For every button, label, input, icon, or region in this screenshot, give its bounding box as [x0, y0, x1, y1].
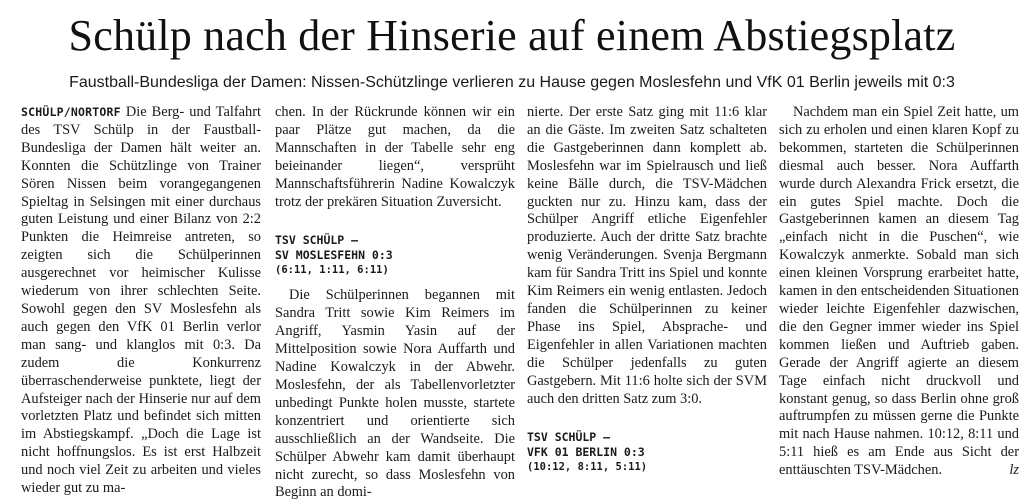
result-box-heading [275, 233, 515, 263]
result-box-sets: (6:11, 1:11, 6:11) [275, 264, 389, 277]
article-column-2 [275, 104, 515, 502]
result-box-line: TSV SCHÜLP – [527, 430, 611, 445]
article-column-4 [779, 104, 1019, 480]
result-box-heading [527, 430, 767, 460]
paragraph [779, 104, 1019, 480]
subheadline: Faustball-Bundesliga der Damen: Nissen-Schützlinge verlieren zu Hause gegen Moslesfehn und VfK 01 Berlin jeweils mit 0:3 [69, 74, 955, 91]
body-text: Die Berg- und Talfahrt des TSV Schülp in der Faustball-Bundesliga der Damen hält weiter an. Konnten die Schützlinge von Trainer Sören Nissen beim vorangegangenen Spieltag in Selsingen mit einer durchaus guten Leistung und einer Bilanz von 2:2 Punkten die Heimreise antreten, so zeigten sich die Schülperinnen ausgerechnet vor heimischer Kulisse wiederum von ihrer schlechten Seite. Sowohl gegen den SV Moslesfehn als auch gegen den VfK 01 Berlin verlor man sang- und klanglos mit 0:3. Da zudem die Konkurrenz überraschenderweise punktete, liegt der Aufsteiger nach der Hinserie nur auf dem vorletzten Platz und befindet sich mitten im Abstiegskampf. „Doch die Lage ist nicht hoffnungslos. Es ist erst Halbzeit und noch viel Zeit zu arbeiten und vieles wieder gut zu ma- [21, 104, 261, 497]
headline: Schülp nach der Hinserie auf einem Abstiegsplatz [68, 11, 956, 60]
author-signature: lz [1009, 462, 1019, 479]
paragraph: chen. In der Rückrunde können wir ein paar Plätze gut machen, da die Mannschaften in der Tabelle sehr eng beieinander liegen“, versprüht Mannschaftsführerin Nadine Kowalczyk trotz der prekären Situation Zuversicht. [275, 104, 515, 210]
body-text: Nachdem man ein Spiel Zeit hatte, um sich zu erholen und einen klaren Kopf zu bekommen, starteten die Schülperinnen diesmal auch besser. Nora Auffarth wurde durch Alexandra Frick ersetzt, die ein gutes Spiel machte. Doch die Gastgeberinnen kamen an diesem Tag „einfach nicht in die Puschen“, wie Kowalczyk anmerkte. Sobald man sich einen kleinen Vorsprung erarbeitet hatte, kamen in den entscheidenden Situationen wieder leichte Eigenfehler dazwischen, die den Gegner immer wieder ins Spiel kommen ließen und Auftrieb gaben. Gerade der Angriff agierte an diesem Tage einfach nicht druckvoll und konstant genug, so dass Berlin ohne groß auftrumpfen zu müssen gerne die Punkte mit nach Hause nahmen. 10:12, 8:11 und 5:11 hieß es am Ende aus Sicht der enttäuschten TSV-Mädchen. [779, 104, 1019, 479]
paragraph: nierte. Der erste Satz ging mit 11:6 klar an die Gäste. Im zweiten Satz schalteten die Gastgeberinnen dann komplett ab. Moslesfehn war im Spielrausch und ließ keine Bälle durch, die TSV-Mädchen guckten nur zu. Hinzu kam, dass der Schülper Angriff etliche Eigenfehler produzierte. Auch der dritte Satz brachte wenig Veränderungen. Svenja Bergmann kam für Sandra Tritt ins Spiel und konnte Kim Reimers ein wenig entlasten. Jedoch fanden die Schülperinnen zu keiner Phase ins Spiel, Absprache- und Eigenfehler in allen Variationen machten die Schülper jedenfalls zu guten Gastgebern. Mit 11:6 holte sich der SVM auch den dritten Satz zum 3:0. [527, 104, 767, 407]
dateline: SCHÜLP/NORTORF [21, 105, 121, 119]
result-box-line: SV MOSLESFEHN 0:3 [275, 248, 393, 263]
result-box-sets: (10:12, 8:11, 5:11) [527, 461, 648, 474]
result-box-line: VFK 01 BERLIN 0:3 [527, 445, 645, 460]
paragraph [21, 104, 261, 498]
article-column-1 [21, 104, 261, 498]
result-box-line: TSV SCHÜLP – [275, 233, 359, 248]
paragraph: Die Schülperinnen begannen mit Sandra Tritt sowie Kim Reimers im Angriff, Yasmin Yasin auf der Mittelposition sowie Nora Auffarth und Nadine Kowalczyk in der Abwehr. Moslesfehn, der als Tabellenvorletzter unbedingt Punkte holen musste, startete konzentriert und orientierte sich ausschließlich an der Wandseite. Die Schülper Abwehr kam damit überhaupt nicht zurecht, so dass Moslesfehn von Beginn an domi- [275, 287, 515, 501]
article-column-3 [527, 104, 767, 484]
